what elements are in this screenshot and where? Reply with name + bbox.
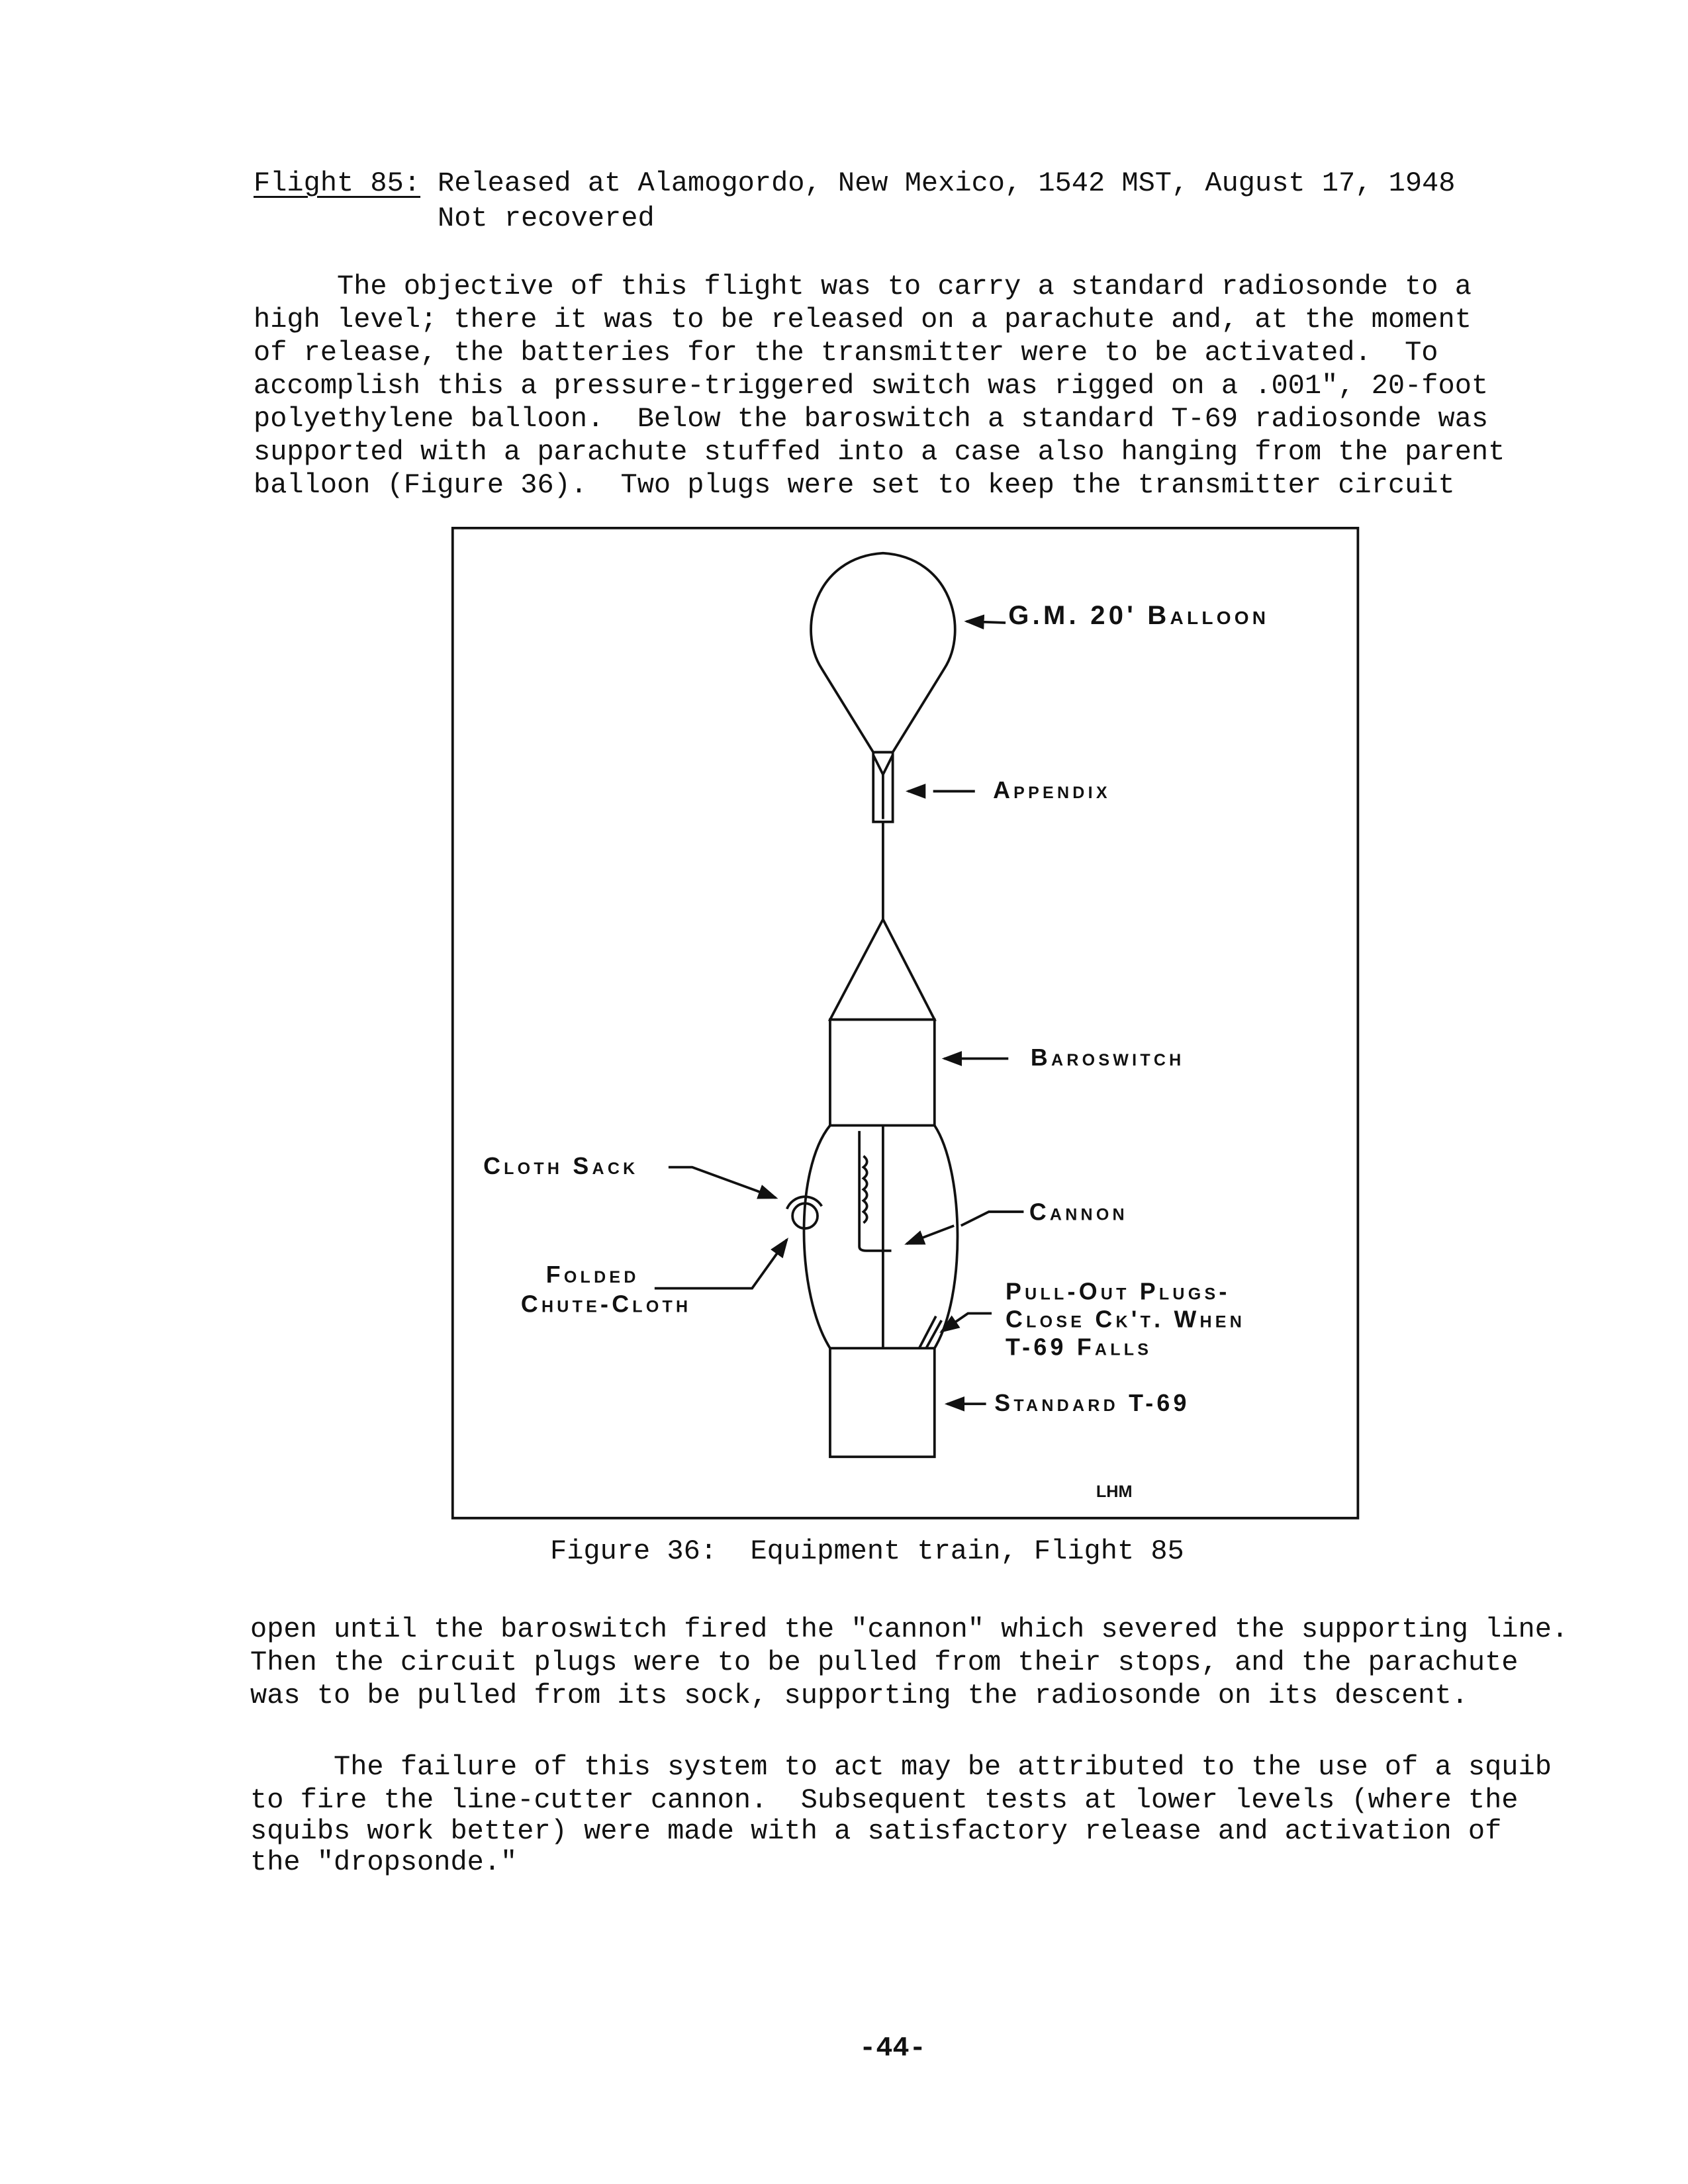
flight-label: Flight 85: (254, 167, 421, 199)
label-pull-out-1: Pull-Out Plugs- (1006, 1278, 1231, 1305)
label-pull-out-3: T-69 Falls (1006, 1334, 1152, 1361)
figure-caption: Figure 36: Equipment train, Flight 85 (550, 1535, 1184, 1567)
text-line: of release, the batteries for the transmitter were to be activated. To (254, 337, 1438, 369)
text-line: the "dropsonde." (250, 1846, 518, 1878)
text-line: Then the circuit plugs were to be pulled from their stops, and the parachute (250, 1647, 1519, 1678)
text-line: The failure of this system to act may be attributed to the use of a squib (250, 1751, 1552, 1783)
text-line: was to be pulled from its sock, supporting the radiosonde on its descent. (250, 1680, 1468, 1711)
text-line: balloon (Figure 36). Two plugs were set to keep the transmitter circuit (254, 469, 1455, 501)
baroswitch-shape (830, 1020, 935, 1126)
label-appendix: Appendix (993, 777, 1111, 804)
label-folded: Folded (545, 1261, 639, 1289)
parachute-case-shape (804, 1125, 957, 1348)
text-line: supported with a parachute stuffed into a case also hanging from the parent (254, 436, 1505, 468)
text-line: The objective of this flight was to carry a standard radiosonde to a (254, 271, 1472, 302)
text-line: accomplish this a pressure-triggered switch was rigged on a .001", 20-foot (254, 370, 1489, 402)
label-baroswitch: Baroswitch (1030, 1044, 1185, 1071)
release-info: Released at Alamogordo, New Mexico, 1542 MST, August 17, 1948 (438, 167, 1456, 199)
balloon-shape (811, 553, 955, 752)
label-chute-cloth: Chute-Cloth (520, 1291, 692, 1318)
page-number: -44- (859, 2032, 926, 2064)
artist-initials: LHM (1096, 1482, 1133, 1502)
text-line: squibs work better) were made with a satisfactory release and activation of (250, 1815, 1502, 1847)
label-pull-out-2: Close Ck't. When (1006, 1306, 1246, 1333)
label-standard-t69: Standard T-69 (994, 1389, 1190, 1416)
t69-shape (830, 1348, 935, 1457)
label-balloon: G.M. 20' Balloon (1008, 601, 1270, 631)
cannon-coil (859, 1131, 891, 1251)
recovery-status: Not recovered (438, 203, 655, 234)
text-line: to fire the line-cutter cannon. Subsequent tests at lower levels (where the (250, 1784, 1519, 1816)
suspension-triangle (830, 919, 935, 1019)
figure-frame (453, 528, 1358, 1518)
label-cannon: Cannon (1029, 1199, 1128, 1226)
text-line: open until the baroswitch fired the "cannon" which severed the supporting line. (250, 1614, 1569, 1645)
label-cloth-sack: Cloth Sack (483, 1153, 639, 1180)
text-line: polyethylene balloon. Below the baroswitch a standard T-69 radiosonde was (254, 403, 1489, 435)
text-line: high level; there it was to be released on a parachute and, at the moment (254, 304, 1472, 336)
